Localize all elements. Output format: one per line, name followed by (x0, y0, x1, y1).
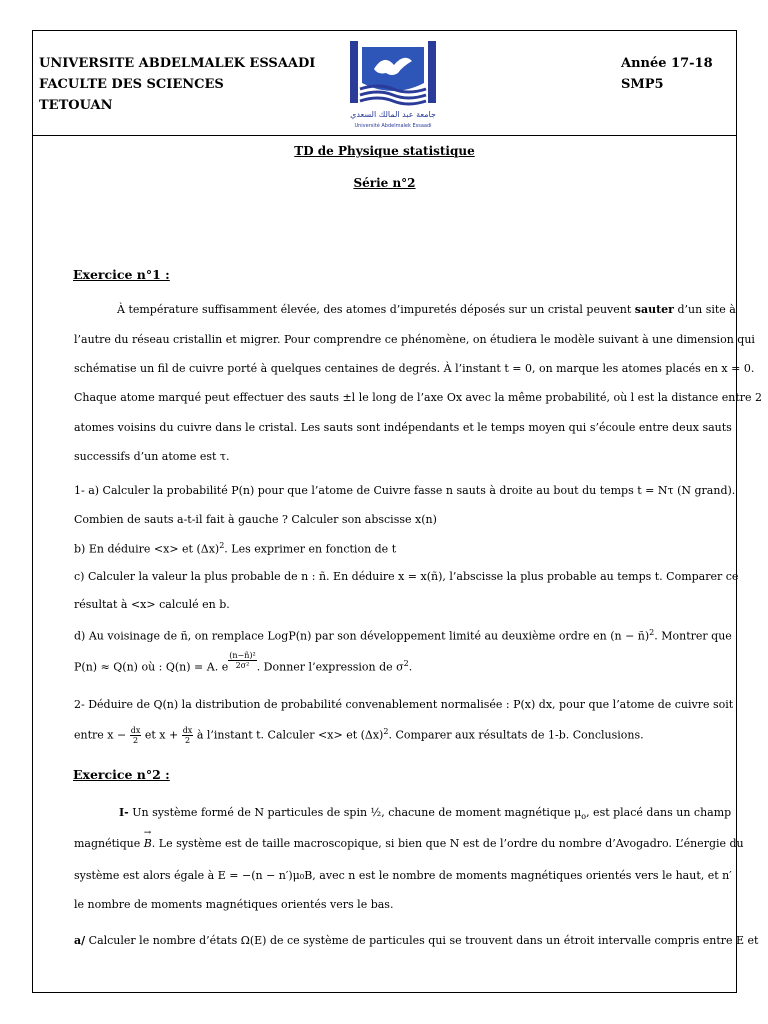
ex1-q1a-line-1: 1- a) Calculer la probabilité P(n) pour que l’atome de Cuivre fasse n sauts à droite au bout du temps t = Nτ (N grand). (74, 484, 736, 497)
document-page (32, 30, 763, 993)
ex1-intro-line-3: schématise un fil de cuivre porté à quelques centaines de degrés. À l’instant t = 0, on marque les atomes placés en x = 0. (74, 362, 755, 375)
city-name: TETOUAN (39, 98, 113, 113)
ex2-line-3: système est alors égale à E = −(n − n′)μ₀B, avec n est le nombre de moments magnétiques orientés vers le haut, et n′ (74, 869, 732, 882)
exercise-2-title: Exercice n°2 : (73, 767, 170, 782)
ex1-q1a-line-2: Combien de sauts a-t-il fait à gauche ? Calculer son abscisse x(n) (74, 513, 437, 526)
document-title: TD de Physique statistique (294, 144, 475, 158)
ex1-intro-line-5: atomes voisins du cuivre dans le cristal. Les sauts sont indépendants et le temps moyen qui s’écoule entre deux sauts (74, 421, 732, 434)
university-logo (348, 39, 438, 131)
logo-french-text: Université Abdelmalek Essaadi (354, 123, 432, 129)
ex2-line-2: magnétique → B. Le système est de taille macroscopique, si bien que N est de l’ordre du nombre d’Avogadro. L’énergie du (74, 828, 744, 850)
exercise-1-title: Exercice n°1 : (73, 267, 170, 282)
ex1-emphasis-sauter: sauter (634, 303, 674, 316)
fraction-dx-over-2-first: $\frac{dx}{2}$ (130, 726, 141, 745)
ex1-q1c-line-1: c) Calculer la valeur la plus probable de n : ñ. En déduire x = x(ñ), l’abscisse la plus probable au temps t. Comparer ce (74, 570, 739, 583)
ex1-intro-line-2: l’autre du réseau cristallin et migrer. Pour comprendre ce phénomène, on étudiera le modèle suivant à une dimension qui (74, 333, 755, 346)
energy-equation: E = −(n − n′)μ₀B, (217, 869, 316, 882)
gaussian-exponent: $\frac{\text{(n−ñ)²}}{\text{2σ²}}$ (229, 651, 256, 670)
academic-year: Année 17-18 (621, 56, 713, 71)
ex1-q1b: b) En déduire <x> et $(\Delta x)^2$. Les exprimer en fonction de t (74, 541, 397, 556)
institution-block (39, 53, 315, 116)
fraction-dx-over-2-second: $\frac{dx}{2}$ (182, 726, 193, 745)
faculty-name: FACULTE DES SCIENCES (39, 77, 224, 92)
ex2-line-4: le nombre de moments magnétiques orientés vers le bas. (74, 898, 394, 911)
logo-arabic-text: جامعة عبد المالك السعدي (350, 110, 436, 119)
ex2-line-1: I- Un système formé de N particules de spin ½, chacune de moment magnétique $\mu_o$, est placé dans un champ (119, 806, 732, 822)
ex1-q2-line-2: entre x − $\frac{dx}{2}$ et x + $\frac{dx}{2}$ à l’instant t. Calculer <x> et $(\Delta x)^2$. Comparer aux résultats de 1-b. Conclusions. (74, 726, 644, 745)
level-label: SMP5 (621, 77, 664, 92)
ex1-q1c-line-2: résultat à <x> calculé en b. (74, 598, 230, 611)
university-name: UNIVERSITE ABDELMALEK ESSAADI (39, 56, 316, 71)
document-header (33, 31, 736, 136)
series-title: Série n°2 (353, 176, 416, 190)
ex1-q1d-line-1: d) Au voisinage de ñ, on remplace LogP(n) par son développement limité au deuxième ordre en (n − ñ)$^2$. Montrer que (74, 628, 732, 643)
vector-B: → B (143, 828, 152, 850)
ex1-intro-line-1: À température suffisamment élevée, des atomes d’impuretés déposés sur un cristal peuvent sauter d’un site à (117, 303, 736, 316)
year-block (621, 53, 713, 95)
ex1-q1d-line-2: P(n) ≈ Q(n) où : Q(n) = A. e $\frac{\text{(n−ñ)²}}{\text{2σ²}}$ . Donner l’expression de $\sigma^2$. (74, 651, 413, 674)
ex1-intro-line-6: successifs d’un atome est τ. (74, 450, 230, 463)
ex1-q2-line-1: 2- Déduire de Q(n) la distribution de probabilité convenablement normalisée : P(x) dx, pour que l’atome de cuivre soit (74, 698, 734, 711)
ex2-question-a: a/ Calculer le nombre d’états Ω(E) de ce système de particules qui se trouvent dans un étroit intervalle compris entre E et (74, 934, 759, 947)
ex1-intro-line-4: Chaque atome marqué peut effectuer des sauts ±l le long de l’axe Ox avec la même probabilité, où l est la distance entre 2 (74, 391, 763, 404)
